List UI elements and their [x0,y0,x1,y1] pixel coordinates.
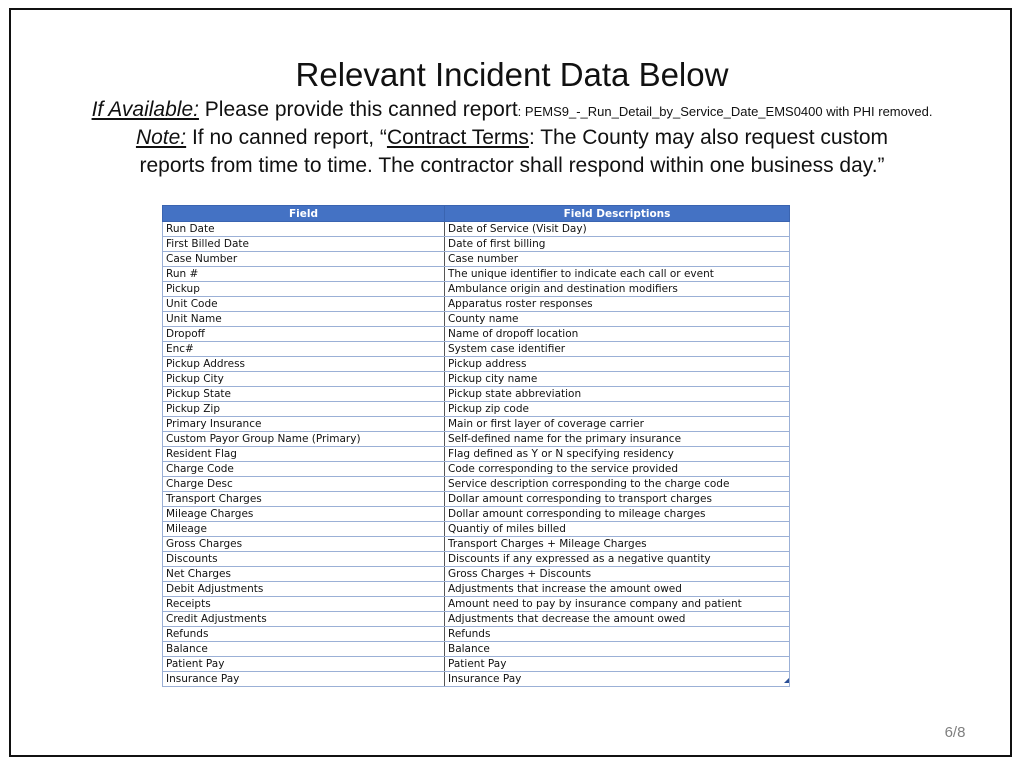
table-resize-handle[interactable] [784,678,789,683]
table-row [163,522,790,537]
field-name-cell: Case Number [163,252,445,267]
note-text-before: If no canned report, “ [186,126,387,149]
field-description-cell: Ambulance origin and destination modifiers [445,282,790,297]
contract-terms-link[interactable]: Contract Terms [386,126,529,149]
field-name-cell: Pickup Address [163,357,445,372]
table-row [163,597,790,612]
field-name-cell: Unit Name [163,312,445,327]
field-name-cell: Transport Charges [163,492,445,507]
table-row [163,582,790,597]
field-description-cell: Service description corresponding to the charge code [445,477,790,492]
field-description-cell: Patient Pay [445,657,790,672]
field-description-cell: Case number [445,252,790,267]
report-request-text: Please provide this canned report [198,98,518,121]
field-description-cell: Self-defined name for the primary insurance [445,432,790,447]
field-description-cell: Date of Service (Visit Day) [445,222,790,237]
table-row [163,447,790,462]
table-row [163,267,790,282]
table-row [163,237,790,252]
table-row [163,387,790,402]
field-name-cell: Run Date [163,222,445,237]
field-name-cell: First Billed Date [163,237,445,252]
table-row [163,657,790,672]
field-name-cell: Pickup City [163,372,445,387]
field-description-cell: Dollar amount corresponding to mileage charges [445,507,790,522]
field-description-cell: Adjustments that increase the amount owed [445,582,790,597]
field-name-cell: Run # [163,267,445,282]
note-label: Note: [135,126,187,149]
table-row [163,507,790,522]
field-description-cell: Dollar amount corresponding to transport charges [445,492,790,507]
table-row [163,642,790,657]
field-name-cell: Patient Pay [163,657,445,672]
field-name-cell: Unit Code [163,297,445,312]
field-name-cell: Primary Insurance [163,417,445,432]
field-name-cell: Gross Charges [163,537,445,552]
field-description-cell: Amount need to pay by insurance company and patient [445,597,790,612]
field-description-cell: Date of first billing [445,237,790,252]
table-row [163,252,790,267]
table-row [163,342,790,357]
field-description-cell: Pickup address [445,357,790,372]
table-row [163,312,790,327]
field-description-cell: Code corresponding to the service provided [445,462,790,477]
note-text-after: : The County may also request custom [528,126,889,149]
field-name-cell: Dropoff [163,327,445,342]
field-description-cell: Pickup city name [445,372,790,387]
table-row [163,477,790,492]
table-row [163,672,790,687]
table-row [163,462,790,477]
table-row [163,282,790,297]
field-description-cell: County name [445,312,790,327]
field-name-cell: Debit Adjustments [163,582,445,597]
instruction-line-3: reports from time to time. The contractor shall respond within one business day.” [139,154,885,177]
field-name-cell: Enc# [163,342,445,357]
table-row [163,372,790,387]
fields-table [162,205,790,687]
field-description-cell: Adjustments that decrease the amount owed [445,612,790,627]
table-row [163,402,790,417]
field-description-cell: Balance [445,642,790,657]
slide-title: Relevant Incident Data Below [295,56,729,93]
field-name-cell: Credit Adjustments [163,612,445,627]
field-description-cell: Transport Charges + Mileage Charges [445,537,790,552]
table-row [163,357,790,372]
field-name-cell: Receipts [163,597,445,612]
table-row [163,327,790,342]
field-description-cell: Pickup state abbreviation [445,387,790,402]
field-description-cell: Flag defined as Y or N specifying residency [445,447,790,462]
field-name-cell: Pickup Zip [163,402,445,417]
table-row [163,612,790,627]
field-description-cell: Insurance Pay [445,672,790,687]
field-name-cell: Custom Payor Group Name (Primary) [163,432,445,447]
field-description-cell: The unique identifier to indicate each call or event [445,267,790,282]
field-description-cell: Discounts if any expressed as a negative quantity [445,552,790,567]
field-description-cell: Apparatus roster responses [445,297,790,312]
table-row [163,432,790,447]
table-row [163,417,790,432]
field-description-cell: Refunds [445,627,790,642]
field-name-cell: Discounts [163,552,445,567]
field-name-cell: Mileage [163,522,445,537]
instruction-line-1 [0,96,1024,126]
table-row [163,567,790,582]
field-column-header: Field [163,206,445,222]
field-name-cell: Pickup State [163,387,445,402]
table-row [163,552,790,567]
field-description-cell: Quantiy of miles billed [445,522,790,537]
field-description-cell: Main or first layer of coverage carrier [445,417,790,432]
field-name-cell: Insurance Pay [163,672,445,687]
instruction-line-2 [0,124,1024,152]
field-name-cell: Mileage Charges [163,507,445,522]
field-name-cell: Net Charges [163,567,445,582]
field-name-cell: Refunds [163,627,445,642]
field-description-cell: System case identifier [445,342,790,357]
table-row [163,537,790,552]
field-name-cell: Charge Code [163,462,445,477]
field-name-cell: Pickup [163,282,445,297]
table-row [163,297,790,312]
if-available-label: If Available: [91,98,199,121]
table-row [163,627,790,642]
report-name-text: : PEMS9_-_Run_Detail_by_Service_Date_EMS0400 with PHI removed. [517,104,933,119]
table-row [163,222,790,237]
field-description-cell: Pickup zip code [445,402,790,417]
field-name-cell: Charge Desc [163,477,445,492]
field-name-cell: Resident Flag [163,447,445,462]
field-description-cell: Name of dropoff location [445,327,790,342]
page-number: 6/8 [944,724,966,741]
table-header-row [163,206,790,222]
table-body [163,222,790,687]
table-row [163,492,790,507]
field-description-cell: Gross Charges + Discounts [445,567,790,582]
field-name-cell: Balance [163,642,445,657]
description-column-header: Field Descriptions [445,206,790,222]
